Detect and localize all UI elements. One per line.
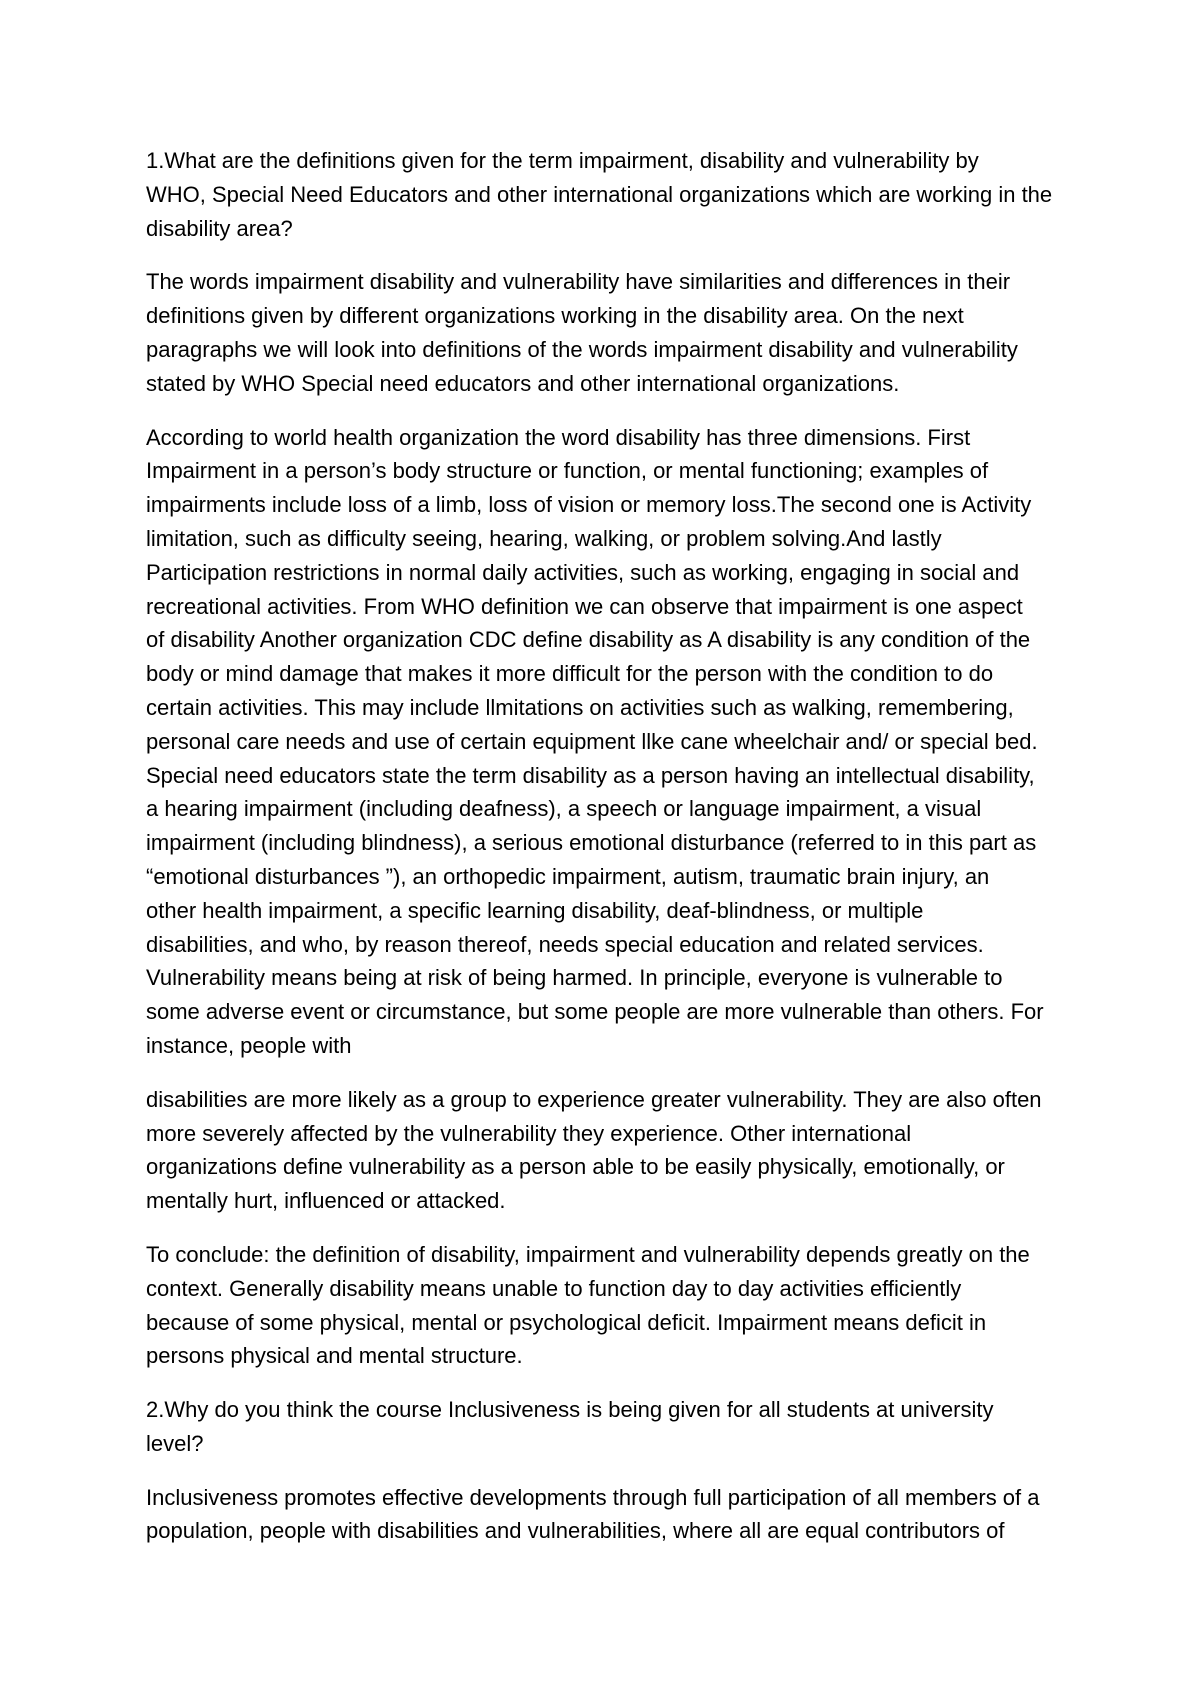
conclusion-paragraph bbox=[146, 1238, 1076, 1373]
text-line: because of some physical, mental or psychological deficit. Impairment means deficit in bbox=[146, 1309, 987, 1335]
text-line: some adverse event or circumstance, but some people are more vulnerable than others. For bbox=[146, 999, 1044, 1025]
text-line: of disability Another organization CDC define disability as A disability is any condition of the bbox=[146, 627, 1031, 653]
text-line: Participation restrictions in normal daily activities, such as working, engaging in social and bbox=[146, 559, 1020, 585]
text-line: other health impairment, a specific learning disability, deaf-blindness, or multiple bbox=[146, 897, 924, 923]
text-line: instance, people with bbox=[146, 1032, 352, 1058]
text-line: recreational activities. From WHO definition we can observe that impairment is one aspect bbox=[146, 593, 1023, 619]
text-line: more severely affected by the vulnerability they experience. Other international bbox=[146, 1120, 912, 1146]
text-line: limitation, such as difficulty seeing, hearing, walking, or problem solving.And lastly bbox=[146, 525, 942, 551]
text-line: “emotional disturbances ”), an orthopedic impairment, autism, traumatic brain injury, an bbox=[146, 863, 990, 889]
text-line: impairments include loss of a limb, loss of vision or memory loss.The second one is Activity bbox=[146, 492, 1032, 518]
text-line: paragraphs we will look into definitions of the words impairment disability and vulnerability bbox=[146, 336, 1018, 362]
text-line: a hearing impairment (including deafness), a speech or language impairment, a visual bbox=[146, 796, 982, 822]
text-line: 1.What are the definitions given for the term impairment, disability and vulnerability by bbox=[146, 148, 979, 173]
inclusiveness-paragraph bbox=[146, 1481, 1076, 1549]
text-line: context. Generally disability means unable to function day to day activities efficiently bbox=[146, 1275, 962, 1301]
text-line: According to world health organization the word disability has three dimensions. First bbox=[146, 424, 971, 450]
text-line: mentally hurt, influenced or attacked. bbox=[146, 1188, 506, 1214]
text-line: stated by WHO Special need educators and other international organizations. bbox=[146, 370, 900, 396]
text-line: WHO, Special Need Educators and other international organizations which are working in the bbox=[146, 181, 1053, 207]
text-line: body or mind damage that makes it more difficult for the person with the condition to do bbox=[146, 661, 994, 687]
document-body bbox=[146, 144, 1076, 1568]
text-line: Special need educators state the term disability as a person having an intellectual disability, bbox=[146, 762, 1035, 788]
question-1-paragraph bbox=[146, 144, 1076, 245]
text-line: The words impairment disability and vulnerability have similarities and differences in their bbox=[146, 269, 1011, 295]
text-line: disabilities, and who, by reason thereof, needs special education and related services. bbox=[146, 931, 984, 957]
text-line: Inclusiveness promotes effective developments through full participation of all members of a bbox=[146, 1484, 1040, 1510]
text-line: impairment (including blindness), a serious emotional disturbance (referred to in this part as bbox=[146, 830, 1037, 856]
text-line: Vulnerability means being at risk of being harmed. In principle, everyone is vulnerable to bbox=[146, 965, 1003, 991]
vulnerability-paragraph bbox=[146, 1083, 1076, 1218]
question-2-paragraph bbox=[146, 1393, 1076, 1461]
text-line: organizations define vulnerability as a person able to be easily physically, emotionally, or bbox=[146, 1154, 1005, 1180]
text-line: certain activities. This may include llmitations on activities such as walking, remembering, bbox=[146, 694, 1014, 720]
text-line: personal care needs and use of certain equipment llke cane wheelchair and/ or special bed. bbox=[146, 728, 1038, 754]
intro-paragraph bbox=[146, 265, 1076, 400]
text-line: persons physical and mental structure. bbox=[146, 1343, 523, 1369]
definitions-paragraph bbox=[146, 421, 1076, 1063]
text-line: disability area? bbox=[146, 215, 293, 241]
text-line: 2.Why do you think the course Inclusiveness is being given for all students at university bbox=[146, 1397, 994, 1423]
text-line: definitions given by different organizations working in the disability area. On the next bbox=[146, 303, 964, 329]
text-line: Impairment in a person’s body structure or function, or mental functioning; examples of bbox=[146, 458, 989, 484]
text-line: disabilities are more likely as a group to experience greater vulnerability. They are also often bbox=[146, 1086, 1042, 1112]
text-line: level? bbox=[146, 1430, 204, 1456]
text-line: population, people with disabilities and vulnerabilities, where all are equal contributors of bbox=[146, 1518, 1005, 1544]
text-line: To conclude: the definition of disability, impairment and vulnerability depends greatly on the bbox=[146, 1241, 1030, 1267]
